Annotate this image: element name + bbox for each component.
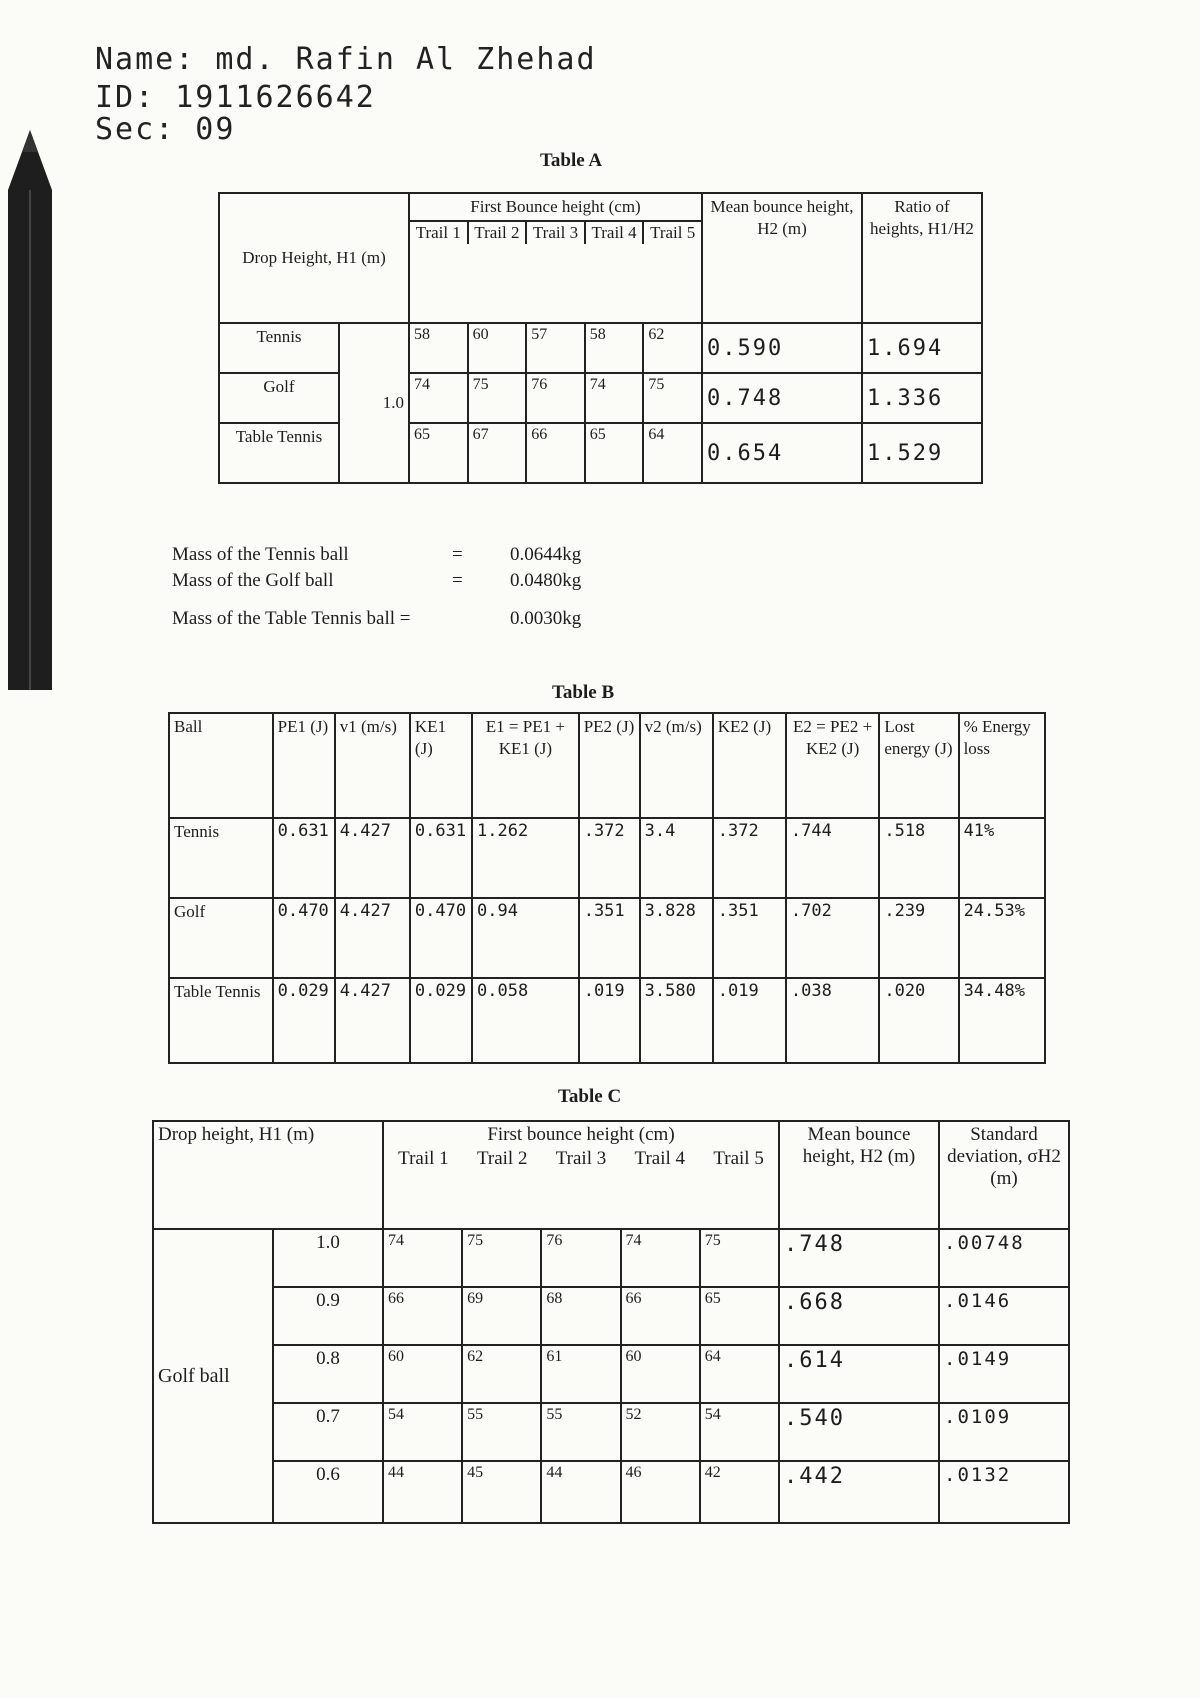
trail-value: 74 <box>621 1229 700 1287</box>
trail-value: 76 <box>526 373 585 423</box>
trail-header: Trail 1 <box>410 222 469 244</box>
energy-loss-percent: 34.48% <box>959 978 1045 1063</box>
table-row <box>219 423 982 483</box>
sd-value: .00748 <box>939 1229 1069 1287</box>
table-a-first-bounce-header <box>409 193 702 323</box>
trail-value: 64 <box>700 1345 779 1403</box>
trail-header: Trail 3 <box>527 222 586 244</box>
table-row <box>219 323 982 373</box>
ke1-value: 0.631 <box>410 818 472 898</box>
col-header: v1 (m/s) <box>335 713 410 818</box>
table-a <box>218 192 983 484</box>
table-a-caption: Table A <box>540 150 603 171</box>
pe1-value: 0.029 <box>273 978 335 1063</box>
trail-value: 54 <box>700 1403 779 1461</box>
trail-header-row <box>410 222 701 244</box>
energy-loss-percent: 41% <box>959 818 1045 898</box>
mass-value: 0.0644kg <box>510 544 582 565</box>
first-bounce-label: First bounce height (cm) <box>487 1124 675 1145</box>
sd-value: .0149 <box>939 1345 1069 1403</box>
trail-value: 57 <box>526 323 585 373</box>
trail-value: 75 <box>700 1229 779 1287</box>
trail-value: 69 <box>462 1287 541 1345</box>
table-c-mean-header: Mean bounce height, H2 (m) <box>779 1121 939 1229</box>
drop-height-value: 1.0 <box>273 1229 383 1287</box>
col-header: PE2 (J) <box>579 713 640 818</box>
mass-value: 0.0030kg <box>510 608 582 629</box>
e1-value: 1.262 <box>472 818 579 898</box>
table-row <box>153 1345 1069 1403</box>
col-header: KE1 (J) <box>410 713 472 818</box>
trail-value: 62 <box>462 1345 541 1403</box>
table-row <box>153 1403 1069 1461</box>
col-header: KE2 (J) <box>713 713 786 818</box>
v1-value: 4.427 <box>335 818 410 898</box>
col-header: E2 = PE2 + KE2 (J) <box>786 713 879 818</box>
ratio-value: 1.529 <box>862 423 982 483</box>
col-header: PE1 (J) <box>273 713 335 818</box>
energy-loss-percent: 24.53% <box>959 898 1045 978</box>
mass-eq: = <box>452 570 463 591</box>
trail-header: Trail 5 <box>650 223 696 242</box>
trail-value: 74 <box>585 373 644 423</box>
mean-value: 0.748 <box>702 373 862 423</box>
trail-value: 74 <box>409 373 468 423</box>
sd-value: .0132 <box>939 1461 1069 1523</box>
e2-value: .038 <box>786 978 879 1063</box>
mass-value: 0.0480kg <box>510 570 582 591</box>
e2-value: .702 <box>786 898 879 978</box>
col-header: Ball <box>169 713 273 818</box>
table-row <box>153 1461 1069 1523</box>
drop-height-value: 0.9 <box>273 1287 383 1345</box>
ke1-value: 0.029 <box>410 978 472 1063</box>
pe1-value: 0.470 <box>273 898 335 978</box>
first-bounce-label: First Bounce height (cm) <box>410 194 701 222</box>
table-row <box>153 1229 1069 1287</box>
table-row <box>219 373 982 423</box>
trail-value: 44 <box>383 1461 462 1523</box>
mass-eq: = <box>452 544 463 565</box>
v2-value: 3.4 <box>640 818 713 898</box>
v2-value: 3.580 <box>640 978 713 1063</box>
ball-name: Golf <box>219 373 339 423</box>
col-header: E1 = PE1 + KE1 (J) <box>472 713 579 818</box>
trail-header: Trail 4 <box>586 222 645 244</box>
sd-value: .0146 <box>939 1287 1069 1345</box>
lost-energy-value: .239 <box>879 898 958 978</box>
trail-header: Trail 2 <box>476 1148 528 1169</box>
mass-label: Mass of the Golf ball <box>172 570 334 591</box>
trail-value: 58 <box>409 323 468 373</box>
trail-value: 60 <box>468 323 527 373</box>
trail-value: 58 <box>585 323 644 373</box>
v1-value: 4.427 <box>335 978 410 1063</box>
table-a-drop-header: Drop Height, H1 (m) <box>219 193 409 323</box>
e1-value: 0.058 <box>472 978 579 1063</box>
lost-energy-value: .020 <box>879 978 958 1063</box>
mean-value: 0.654 <box>702 423 862 483</box>
trail-value: 62 <box>643 323 702 373</box>
drop-height-value: 0.8 <box>273 1345 383 1403</box>
pe2-value: .372 <box>579 818 640 898</box>
mean-value: .668 <box>779 1287 939 1345</box>
trail-value: 74 <box>383 1229 462 1287</box>
ball-name: Golf ball <box>153 1229 273 1523</box>
table-a-ratio-header: Ratio of heights, H1/H2 <box>862 193 982 323</box>
trail-header-row <box>384 1148 778 1170</box>
lost-energy-value: .518 <box>879 818 958 898</box>
trail-value: 66 <box>383 1287 462 1345</box>
ball-name: Table Tennis <box>219 423 339 483</box>
mean-value: 0.590 <box>702 323 862 373</box>
ball-name: Table Tennis <box>169 978 273 1063</box>
trail-value: 42 <box>700 1461 779 1523</box>
table-c-caption: Table C <box>558 1086 622 1107</box>
pencil-image <box>0 130 60 690</box>
e1-value: 0.94 <box>472 898 579 978</box>
table-b-caption: Table B <box>552 682 615 703</box>
table-row <box>153 1287 1069 1345</box>
trail-value: 60 <box>621 1345 700 1403</box>
trail-value: 75 <box>643 373 702 423</box>
mass-label: Mass of the Table Tennis ball = <box>172 608 411 629</box>
ke1-value: 0.470 <box>410 898 472 978</box>
mean-value: .540 <box>779 1403 939 1461</box>
trail-value: 68 <box>541 1287 620 1345</box>
col-header: % Energy loss <box>959 713 1045 818</box>
student-id: ID: 1911626642 <box>95 80 376 115</box>
trail-header: Trail 4 <box>634 1148 686 1169</box>
table-c-first-bounce-header <box>383 1121 779 1229</box>
trail-value: 64 <box>643 423 702 483</box>
trail-value: 75 <box>468 373 527 423</box>
ke2-value: .019 <box>713 978 786 1063</box>
table-row <box>169 978 1045 1063</box>
drop-height-value: 1.0 <box>339 323 409 483</box>
drop-height-value: 0.7 <box>273 1403 383 1461</box>
v1-value: 4.427 <box>335 898 410 978</box>
table-row <box>169 898 1045 978</box>
student-section: Sec: 09 <box>95 112 236 147</box>
ball-name: Tennis <box>169 818 273 898</box>
trail-header: Trail 3 <box>555 1148 607 1169</box>
table-c-header-row <box>153 1121 1069 1229</box>
pe2-value: .019 <box>579 978 640 1063</box>
trail-header: Trail 1 <box>398 1148 449 1169</box>
trail-value: 66 <box>621 1287 700 1345</box>
student-name: Name: md. Rafin Al Zhehad <box>95 42 597 77</box>
table-row <box>169 818 1045 898</box>
ball-name: Golf <box>169 898 273 978</box>
mass-label: Mass of the Tennis ball <box>172 544 349 565</box>
mean-value: .614 <box>779 1345 939 1403</box>
trail-value: 65 <box>700 1287 779 1345</box>
pe1-value: 0.631 <box>273 818 335 898</box>
trail-value: 76 <box>541 1229 620 1287</box>
trail-value: 67 <box>468 423 527 483</box>
col-header: v2 (m/s) <box>640 713 713 818</box>
trail-value: 52 <box>621 1403 700 1461</box>
trail-value: 54 <box>383 1403 462 1461</box>
table-c-drop-header: Drop height, H1 (m) <box>153 1121 383 1229</box>
e2-value: .744 <box>786 818 879 898</box>
ke2-value: .372 <box>713 818 786 898</box>
trail-header: Trail 2 <box>469 222 528 244</box>
trail-value: 75 <box>462 1229 541 1287</box>
sd-value: .0109 <box>939 1403 1069 1461</box>
trail-header: Trail 5 <box>713 1148 764 1169</box>
v2-value: 3.828 <box>640 898 713 978</box>
pe2-value: .351 <box>579 898 640 978</box>
trail-value: 61 <box>541 1345 620 1403</box>
trail-value: 55 <box>462 1403 541 1461</box>
trail-value: 66 <box>526 423 585 483</box>
ratio-value: 1.694 <box>862 323 982 373</box>
trail-value: 65 <box>409 423 468 483</box>
trail-value: 60 <box>383 1345 462 1403</box>
trail-value: 65 <box>585 423 644 483</box>
mean-value: .442 <box>779 1461 939 1523</box>
trail-value: 46 <box>621 1461 700 1523</box>
table-b-header-row <box>169 713 1045 818</box>
ke2-value: .351 <box>713 898 786 978</box>
ball-name: Tennis <box>219 323 339 373</box>
table-c <box>152 1120 1070 1524</box>
mean-value: .748 <box>779 1229 939 1287</box>
col-header: Lost energy (J) <box>879 713 958 818</box>
trail-value: 55 <box>541 1403 620 1461</box>
table-a-mean-header: Mean bounce height, H2 (m) <box>702 193 862 323</box>
drop-height-value: 0.6 <box>273 1461 383 1523</box>
trail-value: 44 <box>541 1461 620 1523</box>
trail-value: 45 <box>462 1461 541 1523</box>
ratio-value: 1.336 <box>862 373 982 423</box>
table-b <box>168 712 1046 1064</box>
table-c-sd-header: Standard deviation, σH2 (m) <box>939 1121 1069 1229</box>
